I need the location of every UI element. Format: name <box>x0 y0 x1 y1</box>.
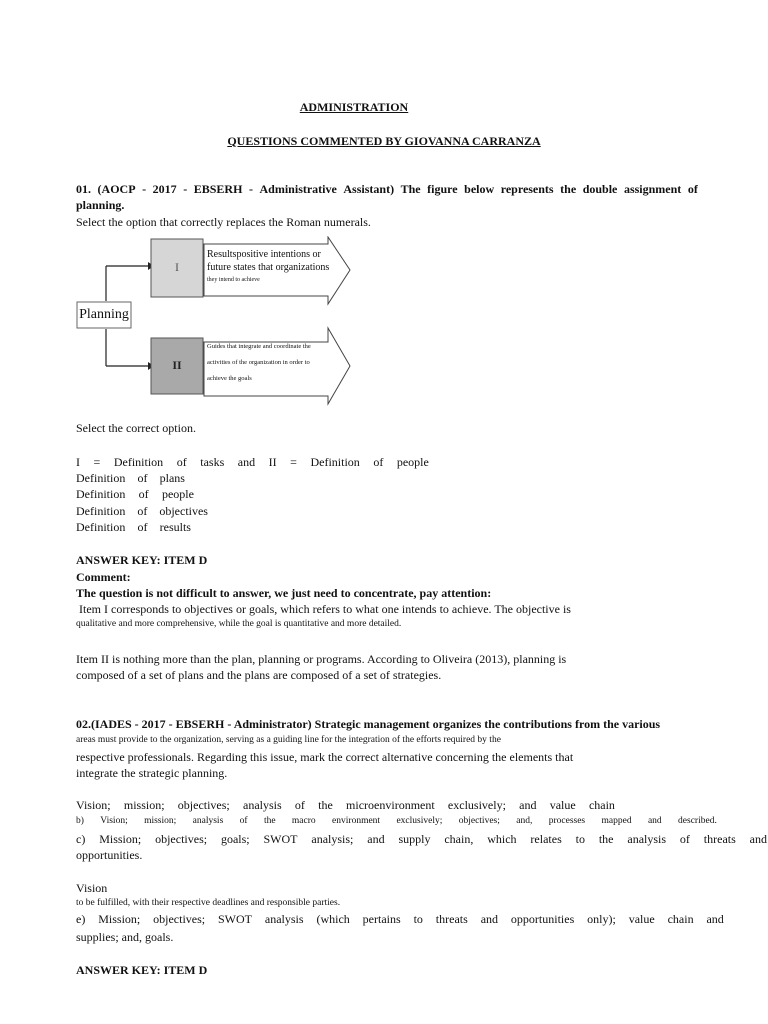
q1-option-a <box>76 454 429 470</box>
q1-comment-p1-line1: Item I corresponds to objectives or goals, which refers to what one intends to achieve. The objective is <box>76 602 571 616</box>
word: Definition <box>76 471 126 485</box>
word: analysis <box>192 816 224 826</box>
q1-instruction: Select the option that correctly replaces the Roman numerals. <box>76 215 371 229</box>
word: Definition <box>76 487 126 501</box>
word: mission; <box>123 798 165 812</box>
document-title: ADMINISTRATION <box>299 100 409 114</box>
word: and <box>647 816 662 826</box>
q1-option-e <box>76 519 191 535</box>
box1-text-line3: they intend to achieve <box>207 277 260 283</box>
word: below <box>464 182 495 196</box>
word: Mission; <box>98 912 141 926</box>
q2-option-e-line2: supplies; and, goals. <box>76 930 174 944</box>
word: and <box>367 832 385 846</box>
box2-text-line2: activities of the organization in order to <box>207 359 310 366</box>
word: of <box>138 487 149 501</box>
q2-option-d-line2: to be fulfilled, with their respective deadlines and responsible parties. <box>76 898 341 908</box>
word: of <box>137 471 148 485</box>
word: of <box>679 832 690 846</box>
word: of <box>687 182 698 196</box>
q1-comment-p2-line2: composed of a set of plans and the plans are composed of a set of strategies. <box>76 668 442 682</box>
word: the <box>598 832 614 846</box>
word: plans <box>159 471 185 485</box>
word: of <box>294 798 305 812</box>
word: pertains <box>362 912 401 926</box>
q1-option-d <box>76 503 208 519</box>
word: objectives; <box>153 912 206 926</box>
q2-option-a <box>76 797 615 813</box>
word: of <box>137 520 148 534</box>
box1-text-line1: Resultspositive intentions or <box>207 249 321 260</box>
word: SWOT <box>263 832 298 846</box>
q2-option-b <box>76 815 717 828</box>
word: exclusively; <box>396 816 443 826</box>
word: objectives; <box>458 816 500 826</box>
q2-option-e <box>76 911 724 927</box>
q1-option-b <box>76 470 185 486</box>
word: processes <box>548 816 586 826</box>
word: threats <box>435 912 468 926</box>
box2-text-line3: achieve the goals <box>207 375 252 382</box>
q1-option-c <box>76 486 194 502</box>
word: represents <box>500 182 554 196</box>
q1-comment-label: Comment: <box>76 570 131 584</box>
q2-answer-key: ANSWER KEY: ITEM D <box>76 963 208 977</box>
document-subtitle: QUESTIONS COMMENTED BY GIOVANNA CARRANZA <box>227 134 541 148</box>
q1-answer-key: ANSWER KEY: ITEM D <box>76 553 208 567</box>
word: = <box>93 455 101 469</box>
word: c) <box>76 832 86 846</box>
word: analysis <box>264 912 304 926</box>
word: The <box>400 182 421 196</box>
word: Definition <box>76 504 126 518</box>
q2-line2: areas must provide to the organization, serving as a guiding line for the integration of the efforts required by the <box>76 735 501 745</box>
word: objectives; <box>177 798 230 812</box>
word: the <box>318 798 333 812</box>
word: and <box>706 912 724 926</box>
word: = <box>290 455 297 469</box>
word: macro <box>291 816 316 826</box>
word: environment <box>332 816 381 826</box>
word: Administrative <box>259 182 337 196</box>
q1-heading-line2: planning. <box>76 198 125 212</box>
word: and <box>749 832 767 846</box>
word: of <box>137 504 148 518</box>
q1-comment-p1-line2: qualitative and more comprehensive, while the goal is quantitative and more detailed. <box>76 619 402 629</box>
q2-option-c-line2: opportunities. <box>76 848 143 862</box>
word: - <box>142 182 147 196</box>
word: 2017 <box>152 182 177 196</box>
q1-comment-lead: The question is not difficult to answer, we just need to concentrate, pay attention: <box>76 586 492 600</box>
word: (which <box>316 912 350 926</box>
word: analysis <box>243 798 282 812</box>
box1-text-line2: future states that organizations <box>207 262 330 273</box>
word: results <box>159 520 191 534</box>
word: and <box>519 798 537 812</box>
word: objectives <box>159 504 208 518</box>
word: mapped <box>601 816 632 826</box>
word: chain, <box>444 832 474 846</box>
word: double <box>582 182 618 196</box>
word: only); <box>587 912 616 926</box>
q1-heading <box>76 181 698 197</box>
word: people <box>161 487 194 501</box>
q2-line3: respective professionals. Regarding this issue, mark the correct alternative concerning the elements that <box>76 750 574 764</box>
word: chain <box>588 798 615 812</box>
word: of <box>373 455 384 469</box>
word: of <box>176 455 187 469</box>
word: e) <box>76 912 86 926</box>
word: to <box>413 912 423 926</box>
q1-select-prompt: Select the correct option. <box>76 421 196 435</box>
word: value <box>549 798 576 812</box>
word: Definition <box>113 455 164 469</box>
word: goals; <box>220 832 250 846</box>
q1-comment-p2-line1: Item II is nothing more than the plan, planning or programs. According to Oliveira (2013), planning is <box>76 652 567 666</box>
word: the <box>263 816 276 826</box>
word: II <box>268 455 277 469</box>
word: threats <box>703 832 736 846</box>
word: mission; <box>144 816 177 826</box>
word: assignment <box>623 182 682 196</box>
q2-option-d-line1: Vision <box>76 881 108 895</box>
word: analysis; <box>311 832 354 846</box>
word: b) <box>76 816 84 826</box>
box2-text-line1: Guides that integrate and coordinate the <box>207 343 311 350</box>
word: which <box>487 832 517 846</box>
word: chain <box>667 912 694 926</box>
word: people <box>396 455 429 469</box>
planning-diagram <box>76 236 356 408</box>
word: tasks <box>200 455 225 469</box>
word: figure <box>427 182 458 196</box>
word: Assistant) <box>343 182 395 196</box>
word: Mission; <box>99 832 142 846</box>
word: SWOT <box>218 912 252 926</box>
word: Vision; <box>100 816 128 826</box>
word: opportunities <box>510 912 575 926</box>
word: 01. <box>76 182 91 196</box>
diagram-root-label: Planning <box>79 307 129 322</box>
word: to <box>575 832 585 846</box>
word: relates <box>530 832 562 846</box>
q2-option-c <box>76 831 767 847</box>
box1-numeral: I <box>175 260 179 274</box>
word: objectives; <box>155 832 208 846</box>
word: and <box>237 455 256 469</box>
word: Definition <box>310 455 360 469</box>
word: the <box>560 182 577 196</box>
word: - <box>248 182 253 196</box>
word: described. <box>678 816 717 826</box>
word: analysis <box>627 832 667 846</box>
word: EBSERH <box>193 182 243 196</box>
box2-numeral: II <box>172 358 182 372</box>
word: Definition <box>76 520 126 534</box>
word: I <box>76 455 80 469</box>
word: Vision; <box>76 798 111 812</box>
word: (AOCP <box>97 182 136 196</box>
word: and, <box>516 816 533 826</box>
word: of <box>239 816 248 826</box>
word: exclusively; <box>447 798 506 812</box>
word: value <box>628 912 655 926</box>
word: supply <box>398 832 431 846</box>
word: and <box>480 912 499 926</box>
word: - <box>183 182 188 196</box>
word: microenvironment <box>346 798 435 812</box>
q2-line4: integrate the strategic planning. <box>76 766 228 780</box>
q2-heading: 02.(IADES - 2017 - EBSERH - Administrator) Strategic management organizes the contributions from the various <box>76 717 661 731</box>
